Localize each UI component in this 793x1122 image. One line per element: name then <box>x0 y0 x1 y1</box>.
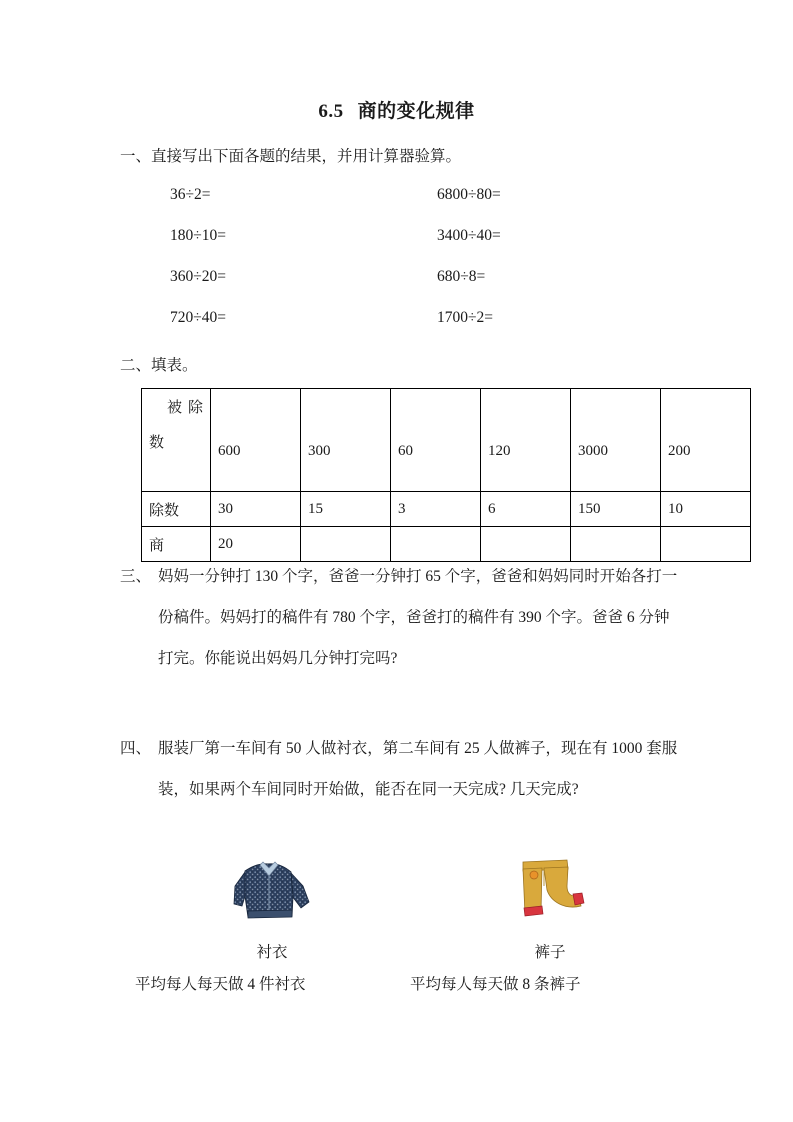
table-cell-dividend[interactable]: 3000 <box>571 389 661 492</box>
table-cell-dividend[interactable]: 60 <box>391 389 481 492</box>
equation-item: 680÷8= <box>437 268 486 285</box>
section-2-heading: 二、填表。 <box>120 357 198 374</box>
equation-item: 36÷2= <box>170 186 211 203</box>
figure-pants-note: 平均每人每天做 8 条裤子 <box>410 976 581 993</box>
problem-three <box>120 556 680 679</box>
figure-shirt-note: 平均每人每天做 4 件衬衣 <box>135 976 306 993</box>
page-title <box>0 96 793 123</box>
table-cell-dividend[interactable]: 600 <box>211 389 301 492</box>
equation-item: 180÷10= <box>170 227 226 244</box>
equation-row <box>170 227 690 268</box>
equation-item: 6800÷80= <box>437 186 501 203</box>
table-cell-dividend[interactable]: 200 <box>661 389 751 492</box>
table-cell-dividend[interactable]: 120 <box>481 389 571 492</box>
page-title-number: 6.5 <box>318 101 344 122</box>
table-cell-divisor[interactable]: 30 <box>211 492 301 527</box>
table-row-label-divisor: 除数 <box>142 492 211 527</box>
equation-row <box>170 309 690 350</box>
equation-item: 1700÷2= <box>437 309 493 326</box>
problem-four-text: 服装厂第一车间有 50 人做衬衣，第二车间有 25 人做裤子，现在有 1000 套服装，如果两个车间同时开始做，能否在同一天完成? 几天完成? <box>158 740 678 798</box>
problem-three-marker: 三、 <box>120 568 152 585</box>
pants-icon <box>450 852 650 930</box>
table-row-dividend <box>142 389 751 492</box>
table-cell-divisor[interactable]: 15 <box>301 492 391 527</box>
table-cell-quotient[interactable]: 20 <box>211 527 301 562</box>
equation-row <box>170 186 690 227</box>
figure-shirt-caption: 衬衣 <box>256 944 288 961</box>
table-cell-divisor[interactable]: 150 <box>571 492 661 527</box>
fill-in-table <box>141 388 751 562</box>
equation-item: 720÷40= <box>170 309 226 326</box>
table-row-label-quotient: 商 <box>142 527 211 562</box>
figure-pants <box>450 852 650 962</box>
figure-notes <box>120 972 690 998</box>
figure-shirt <box>172 852 372 962</box>
table-row-divisor <box>142 492 751 527</box>
equation-item: 360÷20= <box>170 268 226 285</box>
figure-pants-caption: 裤子 <box>534 944 566 961</box>
dividend-label-line2: 数 <box>149 434 165 451</box>
problem-three-text: 妈妈一分钟打 130 个字，爸爸一分钟打 65 个字，爸爸和妈妈同时开始各打一份稿件。妈妈打的稿件有 780 个字，爸爸打的稿件有 390 个字。爸爸 6 分钟打完。你能说出妈妈几分钟打完吗? <box>158 568 678 667</box>
equation-list <box>170 186 690 350</box>
pants-icon-svg <box>507 856 593 930</box>
problem-four-marker: 四、 <box>120 740 152 757</box>
section-1-heading: 一、直接写出下面各题的结果，并用计算器验算。 <box>120 148 462 165</box>
table-cell-divisor[interactable]: 6 <box>481 492 571 527</box>
table-cell-dividend[interactable]: 300 <box>301 389 391 492</box>
dividend-label-line1: 被除 <box>167 400 203 416</box>
problem-four <box>120 728 680 810</box>
shirt-icon <box>172 852 372 930</box>
table-cell-divisor[interactable]: 3 <box>391 492 481 527</box>
equation-row <box>170 268 690 309</box>
table-cell-divisor[interactable]: 10 <box>661 492 751 527</box>
shirt-icon-svg <box>229 856 315 930</box>
table-row-label-dividend <box>142 389 211 492</box>
equation-item: 3400÷40= <box>437 227 501 244</box>
page-title-text: 商的变化规律 <box>357 101 475 122</box>
